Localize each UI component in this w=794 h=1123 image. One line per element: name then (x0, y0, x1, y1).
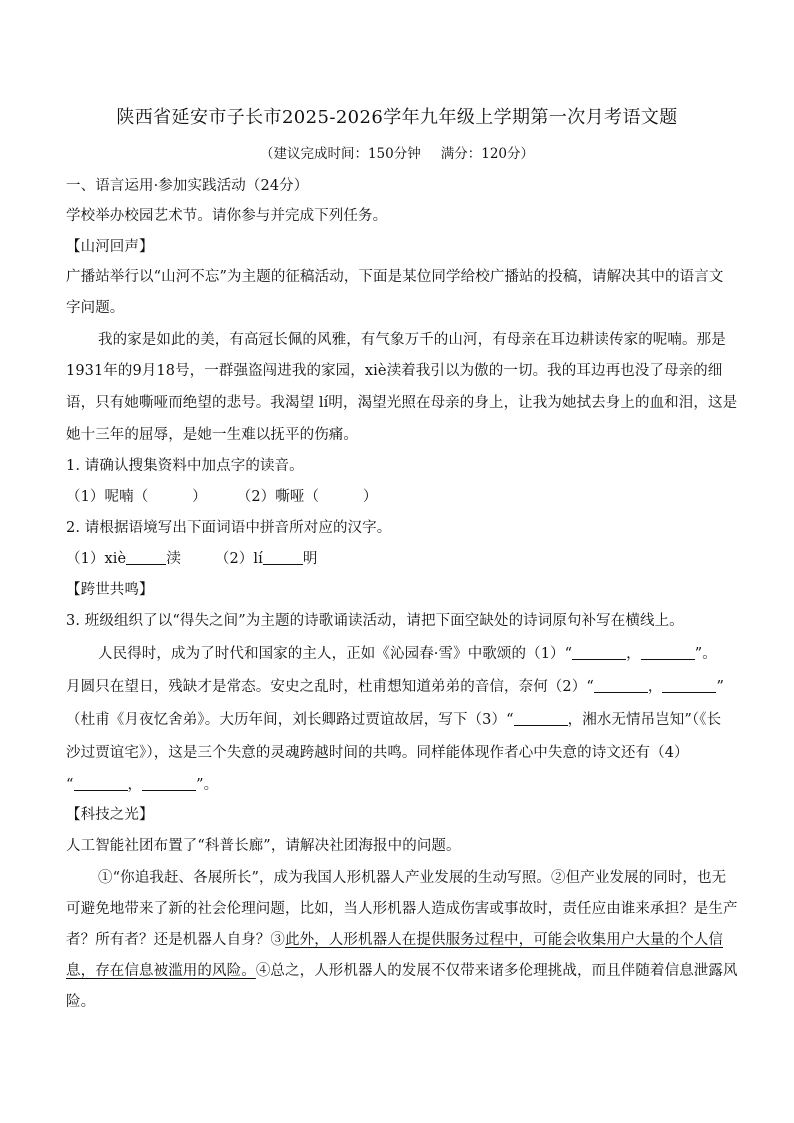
poem-comma: ， (647, 679, 663, 695)
part1-intro-line2: 字问题。 (66, 300, 125, 316)
answer-blank[interactable] (142, 776, 196, 791)
question-2-options (66, 549, 734, 569)
passage-line3: 语，只有她嘶哑而绝望的悲号。我渴望 lí明，渴望光照在母亲的身上，让我为她拭去身上的血和泪，这是 (66, 395, 738, 411)
page-subtitle (0, 145, 794, 163)
part3-intro: 人工智能社团布置了“科普长廊”，请解决社团海报中的问题。 (66, 838, 461, 854)
part2-label: 【跨世共鸣】 (66, 582, 154, 598)
answer-blank[interactable] (572, 645, 626, 660)
answer-blank[interactable] (641, 645, 695, 660)
passage-line1: 我的家是如此的美，有高冠长佩的风雅，有气象万千的山河，有母亲在耳边耕读传家的呢喃。那是 (98, 332, 726, 348)
tech-para-line3 (66, 930, 734, 950)
poem-para-line2 (66, 677, 734, 697)
passage-line4: 她十三年的屈辱，是她一生难以抚平的伤痛。 (66, 427, 358, 443)
tech-para-line5: 险。 (66, 994, 96, 1010)
poem-para-line5 (66, 775, 734, 795)
poem-text: 月圆只在望日，残缺才是常态。安史之乱时，杜甫想知道弟弟的音信，奈何（2）“ (66, 679, 594, 695)
tech-para-line1: ①“你追我赶、各展所长”，成为我国人形机器人产业发展的生动写照。②但产业发展的同时，也无 (98, 870, 727, 886)
answer-blank[interactable] (126, 550, 166, 565)
section-intro: 学校举办校园艺术节。请你参与并完成下列任务。 (66, 208, 388, 224)
tech-para-line2: 可避免地带来了新的社会伦理问题，比如，当人形机器人造成伤害或事故时，责任应由谁来承担？是生产 (66, 901, 738, 917)
poem-close: ”。 (694, 646, 717, 662)
part1-label: 【山河回声】 (66, 239, 154, 255)
section-heading: 一、语言运用·参加实践活动（24分） (66, 178, 309, 194)
question-2-item-a-pinyin: （1）xiè (66, 551, 127, 567)
question-1-item-b: （2）嘶哑（ ） (236, 489, 378, 505)
passage-line2: 1931年的9月18号，一群强盗闯进我的家园，xiè渎着我引以为傲的一切。我的耳边再也没了母亲的细 (66, 363, 723, 379)
poem-close: ”。 (196, 777, 219, 793)
poem-comma: ， (626, 646, 641, 662)
tech-para-line4 (66, 961, 738, 981)
tech-text: ④总之，人形机器人的发展不仅带来诸多伦理挑战，而且伴随着信息泄露风 (255, 963, 738, 979)
question-2: 2. 请根据语境写出下面词语中拼音所对应的汉字。 (66, 520, 392, 536)
underlined-sentence: 息，存在信息被滥用的风险。 (66, 963, 256, 979)
page-title: 陕西省延安市子长市2025-2026学年九年级上学期第一次月考语文题 (116, 107, 678, 128)
answer-blank[interactable] (74, 776, 128, 791)
question-2-item-b-pinyin: （2）lí (214, 551, 263, 567)
answer-blank[interactable] (514, 711, 568, 726)
poem-text: ，湘水无情吊岂知”（《长 (567, 712, 722, 728)
tech-text: 者？所有者？还是机器人自身？③ (66, 932, 285, 948)
question-3: 3. 班级组织了以“得失之间”为主题的诗歌诵读活动，请把下面空缺处的诗词原句补写在横线上。 (66, 613, 684, 629)
poem-comma: ， (127, 777, 143, 793)
poem-open: “ (66, 777, 74, 793)
answer-blank[interactable] (594, 678, 648, 693)
poem-para-line3 (66, 710, 734, 730)
poem-text: 人民得时，成为了时代和国家的主人，正如《沁园春·雪》中歌颂的（1）“ (98, 646, 573, 662)
question-1-options (66, 487, 734, 507)
part3-label: 【科技之光】 (66, 807, 154, 823)
poem-text: （杜甫《月夜忆舍弟》。大历年间，刘长卿路过贾谊故居，写下（3）“ (66, 712, 514, 728)
question-2-item-b-char: 明 (302, 551, 318, 567)
question-1-item-a: （1）呢喃（ ） (66, 489, 207, 505)
underlined-sentence: 此外，人形机器人在提供服务过程中，可能会收集用户大量的个人信 (285, 932, 723, 948)
part1-intro-line1: 广播站举行以“山河不忘”为主题的征稿活动，下面是某位同学给校广播站的投稿，请解决其中的语言文 (66, 269, 724, 285)
poem-para-line4: 沙过贾谊宅》），这是三个失意的灵魂跨越时间的共鸣。同样能体现作者心中失意的诗文还有（4） (66, 745, 689, 761)
time-limit: （建议完成时间：150分钟 (259, 146, 421, 162)
question-1: 1. 请确认搜集资料中加点字的读音。 (66, 458, 304, 474)
question-2-item-a-char: 渎 (166, 551, 181, 567)
answer-blank[interactable] (263, 550, 303, 565)
poem-close: ” (716, 679, 724, 695)
answer-blank[interactable] (662, 678, 716, 693)
full-score: 满分：120分） (440, 146, 535, 162)
poem-para-line1 (98, 644, 734, 664)
